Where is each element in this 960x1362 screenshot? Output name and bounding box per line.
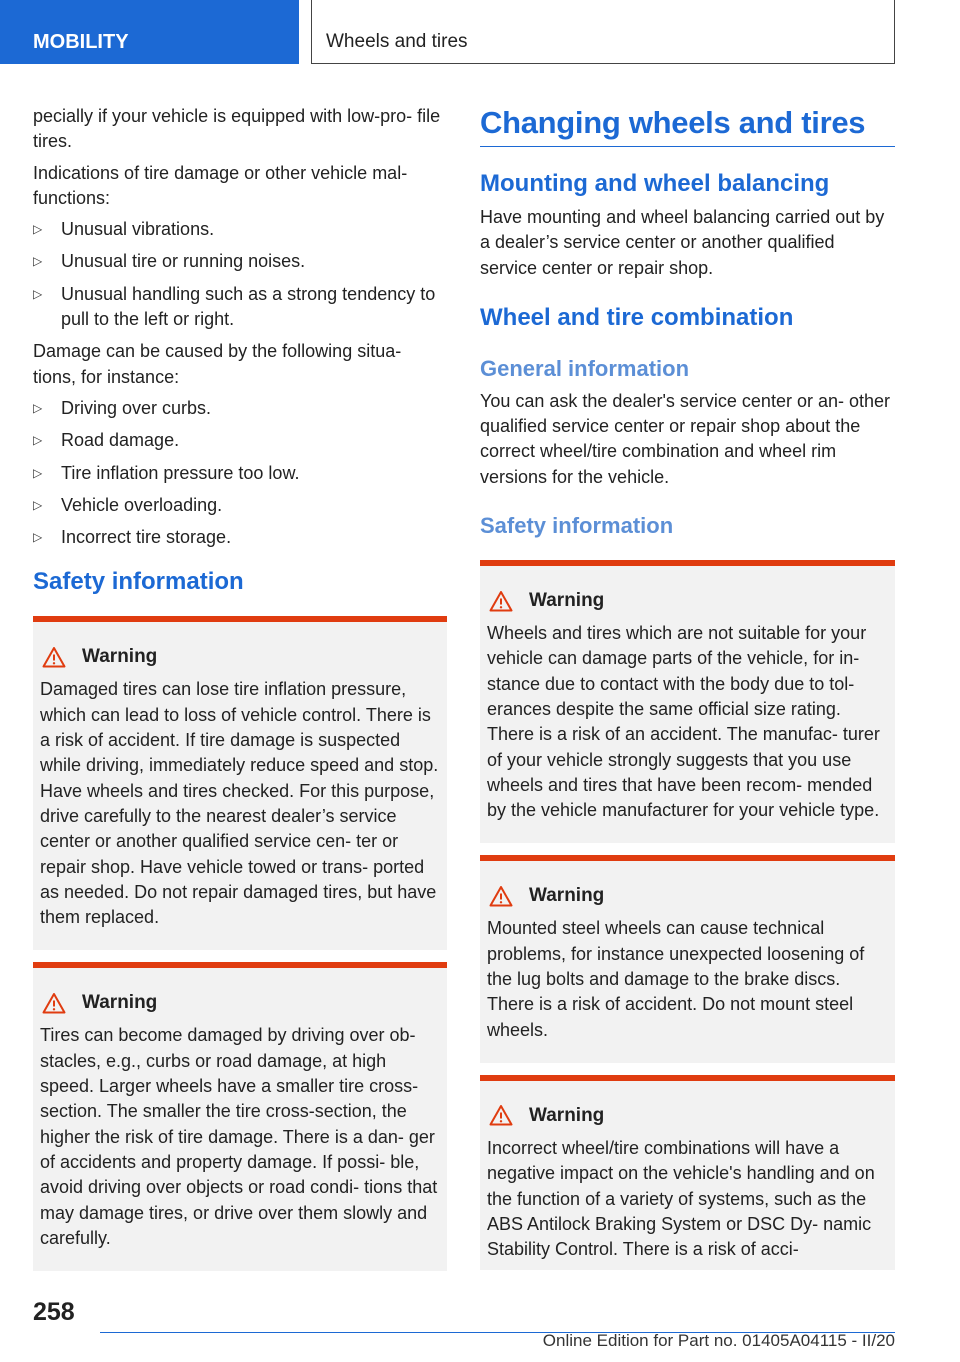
section-heading: Wheel and tire combination [480,303,794,331]
warning-box [33,616,447,950]
warning-label: Warning [82,646,158,668]
warning-box [480,855,895,1062]
list-item: ▷ Unusual handling such as a strong tendency to pull to the left or right. [33,283,436,330]
paragraph: You can ask the dealer's service center or an‐ other qualified service center or repair shop about the correct wheel/tire combination and wheel rim versions for the vehicle. [480,390,891,487]
paragraph: Indications of tire damage or other vehicle mal‐ functions: [33,162,408,208]
list-item: ▷ Vehicle overloading. [33,493,447,518]
list-item: ▷ Driving over curbs. [33,396,447,421]
triangle-right-icon: ▷ [33,222,43,237]
triangle-right-icon: ▷ [33,286,43,301]
triangle-right-icon: ▷ [33,254,43,269]
list-item: ▷ Unusual tire or running noises. [33,249,447,274]
list-item: ▷ Road damage. [33,428,447,453]
header-chapter-label: Wheels and tires [311,0,895,64]
warning-triangle-icon [42,992,66,1014]
warning-label: Warning [82,992,158,1014]
warning-label: Warning [529,885,605,907]
triangle-right-icon: ▷ [33,497,43,512]
page-number: 258 [33,1298,75,1326]
paragraph: Damage can be caused by the following situa‐ tions, for instance: [33,341,402,387]
list-item: ▷ Unusual vibrations. [33,217,447,242]
warning-text: Incorrect wheel/tire combinations will have a negative impact on the vehicle's handling and on the function of a variety of systems, such as the ABS Antilock Braking System or DSC Dy‐ namic Stability Control. There is a risk of acci‐ [487,1137,875,1260]
left-column [33,104,447,1283]
warning-text: Tires can become damaged by driving over ob‐ stacles, e.g., curbs or road damage, at high speed. Larger wheels have a smaller tire cross- section. The smaller the tire cross-section, the higher the risk of tire damage. There is a dan‐ ger of accidents and property damage. If possi‐ ble, avoid driving over objects or road condi‐ tions that may damage tires, or drive over them slowly and carefully. [40,1025,438,1248]
warning-text: Mounted steel wheels can cause technical problems, for instance unexpected loosening of the lug bolts and damage to the brake discs. There is a risk of accident. Do not mount steel wheels. [487,918,865,1040]
triangle-right-icon: ▷ [33,530,43,545]
warning-box [480,1075,895,1270]
cause-list [33,396,447,550]
warning-text: Damaged tires can lose tire inflation pressure, which can lead to loss of vehicle control. There is a risk of accident. If tire damage is suspected while driving, immediately reduce speed and stop. Have wheels and tires checked. For this purpose, drive carefully to the nearest dealer’s service center or another qualified service cen‐ ter or repair shop. Have vehicle towed or trans‐ ported as needed. Do not repair damaged tires, but have them replaced. [40,679,439,928]
symptom-list [33,217,447,332]
triangle-right-icon: ▷ [33,433,43,448]
list-item: ▷ Tire inflation pressure too low. [33,461,447,486]
warning-triangle-icon [489,885,513,907]
subsection-heading: General information [480,355,690,381]
warning-triangle-icon [489,1104,513,1126]
title-underline [480,146,895,147]
warning-text: Wheels and tires which are not suitable for your vehicle can damage parts of the vehicle, for in‐ stance due to contact with the body due to tol‐ erances despite the same official size rating. There is a risk of an accident. The manufac‐ turer of your vehicle strongly suggests that you use wheels and tires that have been recom‐ mended by the vehicle manufacturer for your vehicle type. [487,623,880,821]
triangle-right-icon: ▷ [33,465,43,480]
section-heading: Mounting and wheel balancing [480,170,830,197]
warning-label: Warning [529,1104,605,1126]
subsection-heading: Safety information [480,513,674,539]
right-column [480,104,895,1270]
warning-label: Warning [529,590,605,612]
paragraph: pecially if your vehicle is equipped with low-pro‐ file tires. [33,106,441,152]
footer-edition: Online Edition for Part no. 01405A04115 - II/20 [542,1331,895,1350]
list-item: ▷ Incorrect tire storage. [33,525,447,550]
header-section-label: MOBILITY [0,0,299,64]
section-heading: Safety information [33,568,244,596]
page-title: Changing wheels and tires [480,105,866,140]
warning-triangle-icon [489,590,513,612]
warning-triangle-icon [42,646,66,668]
triangle-right-icon: ▷ [33,400,43,415]
paragraph: Have mounting and wheel balancing carried out by a dealer’s service center or another qualified service center or repair shop. [480,207,885,278]
warning-box [480,560,895,843]
warning-box [33,962,447,1271]
